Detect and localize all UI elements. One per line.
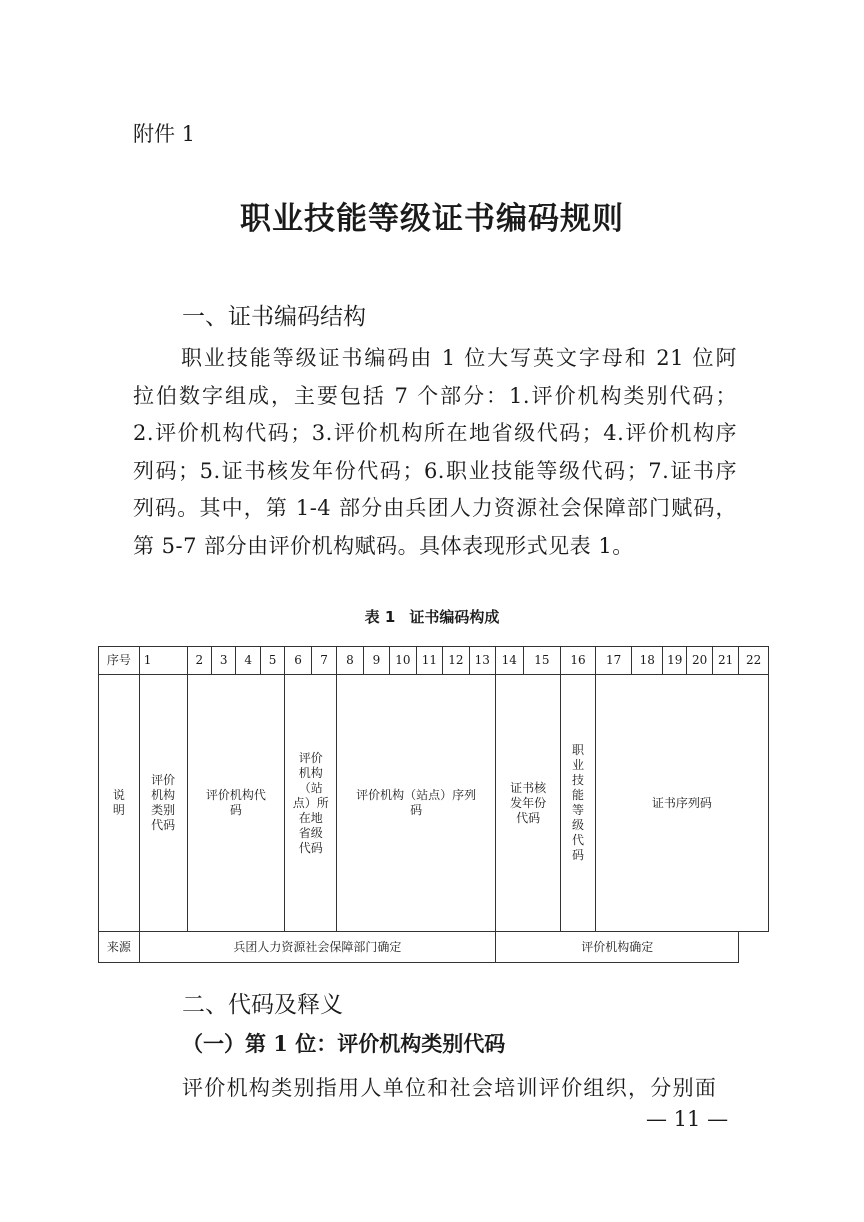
desc-line: 机构 xyxy=(298,765,323,780)
page-title: 职业技能等级证书编码规则 xyxy=(240,201,624,237)
desc-org-category-code xyxy=(139,675,187,932)
desc-skill-level-code xyxy=(561,675,596,932)
position-cell: 22 xyxy=(739,647,769,675)
desc-line: 机构 xyxy=(151,788,176,802)
desc-org-sequence-code xyxy=(337,675,496,932)
table-row-sequence xyxy=(99,647,769,675)
position-cell: 16 xyxy=(561,647,596,675)
desc-line: 点）所 xyxy=(292,795,329,810)
section-heading-code-structure: 一、证书编码结构 xyxy=(182,304,366,330)
row-header-sequence: 序号 xyxy=(99,647,140,675)
position-cell: 15 xyxy=(523,647,561,675)
desc-line: 级 xyxy=(572,818,585,832)
table-caption xyxy=(0,606,864,627)
paragraph-line: 职业技能等级证书编码由 1 位大写英文字母和 21 位阿 xyxy=(181,346,737,370)
table-caption-number: 表 1 xyxy=(364,608,396,626)
desc-line: 码 xyxy=(572,848,585,862)
desc-org-code xyxy=(187,675,285,932)
paragraph-line: 评价机构类别指用人单位和社会培训评价组织，分别面 xyxy=(182,1076,718,1100)
desc-line: 在地 xyxy=(298,810,323,825)
desc-line: 职 xyxy=(572,743,585,757)
desc-line: 码 xyxy=(229,803,242,817)
row-header-source: 来源 xyxy=(99,932,140,963)
desc-line: 省级 xyxy=(298,825,323,840)
position-cell: 8 xyxy=(337,647,363,675)
section-paragraph xyxy=(133,340,737,566)
paragraph-line: 列码；5.证书核发年份代码；6.职业技能等级代码；7.证书序 xyxy=(133,458,737,483)
paragraph-line: 2.评价机构代码；3.评价机构所在地省级代码；4.评价机构序 xyxy=(133,421,737,446)
desc-issue-year-code xyxy=(496,675,561,932)
desc-line: 发年份 xyxy=(510,795,547,810)
desc-line: 代 xyxy=(572,833,585,847)
desc-line: （站 xyxy=(298,780,323,795)
desc-line: 技 xyxy=(572,773,585,787)
section-heading-codes-explanation: 二、代码及释义 xyxy=(182,992,343,1018)
position-cell: 21 xyxy=(712,647,738,675)
table-caption-text: 证书编码构成 xyxy=(409,608,500,626)
desc-line: 等 xyxy=(572,803,585,817)
position-cell: 5 xyxy=(260,647,284,675)
position-cell: 11 xyxy=(416,647,442,675)
paragraph-line: 拉伯数字组成，主要包括 7 个部分：1.评价机构类别代码； xyxy=(133,383,737,408)
position-cell: 19 xyxy=(663,647,687,675)
desc-certificate-sequence-code: 证书序列码 xyxy=(595,675,768,932)
desc-line: 评价 xyxy=(151,773,176,787)
table-row-source xyxy=(99,932,769,963)
position-cell: 20 xyxy=(687,647,712,675)
position-cell: 6 xyxy=(285,647,311,675)
position-cell: 1 xyxy=(139,647,187,675)
position-cell: 18 xyxy=(632,647,663,675)
position-cell: 14 xyxy=(496,647,523,675)
source-hrss-department: 兵团人力资源社会保障部门确定 xyxy=(139,932,495,963)
desc-line: 评价机构（站点）序列 xyxy=(356,788,477,802)
row-header-char: 说 xyxy=(112,788,125,802)
desc-line: 代码 xyxy=(298,840,323,855)
subsection-heading-position-1: （一）第 1 位：评价机构类别代码 xyxy=(182,1031,506,1056)
position-cell: 13 xyxy=(469,647,495,675)
attachment-label: 附件 1 xyxy=(133,122,196,146)
source-evaluation-org: 评价机构确定 xyxy=(496,932,739,963)
page-number: — 11 — xyxy=(646,1107,729,1131)
desc-line: 业 xyxy=(572,758,585,772)
desc-org-province-code xyxy=(285,675,337,932)
position-cell: 12 xyxy=(443,647,469,675)
position-cell: 4 xyxy=(236,647,260,675)
position-cell: 17 xyxy=(595,647,632,675)
desc-line: 能 xyxy=(572,788,585,802)
position-cell: 3 xyxy=(212,647,236,675)
table-row-description xyxy=(99,675,769,932)
paragraph-line: 第 5-7 部分由评价机构赋码。具体表现形式见表 1。 xyxy=(133,533,634,558)
code-structure-table xyxy=(98,646,769,963)
row-header-char: 明 xyxy=(112,803,125,817)
position-cell: 9 xyxy=(363,647,389,675)
paragraph-line: 列码。其中，第 1-4 部分由兵团人力资源社会保障部门赋码， xyxy=(133,496,737,521)
position-cell: 10 xyxy=(390,647,416,675)
position-cell: 7 xyxy=(311,647,336,675)
desc-line: 证书核 xyxy=(510,780,547,795)
desc-line: 类别 xyxy=(151,803,176,817)
desc-line: 评价机构代 xyxy=(205,788,266,802)
desc-line: 码 xyxy=(410,803,423,817)
position-cell: 2 xyxy=(187,647,211,675)
desc-line: 评价 xyxy=(298,750,323,765)
desc-line: 代码 xyxy=(516,810,541,825)
desc-line: 代码 xyxy=(151,818,176,832)
row-header-description xyxy=(99,675,140,932)
